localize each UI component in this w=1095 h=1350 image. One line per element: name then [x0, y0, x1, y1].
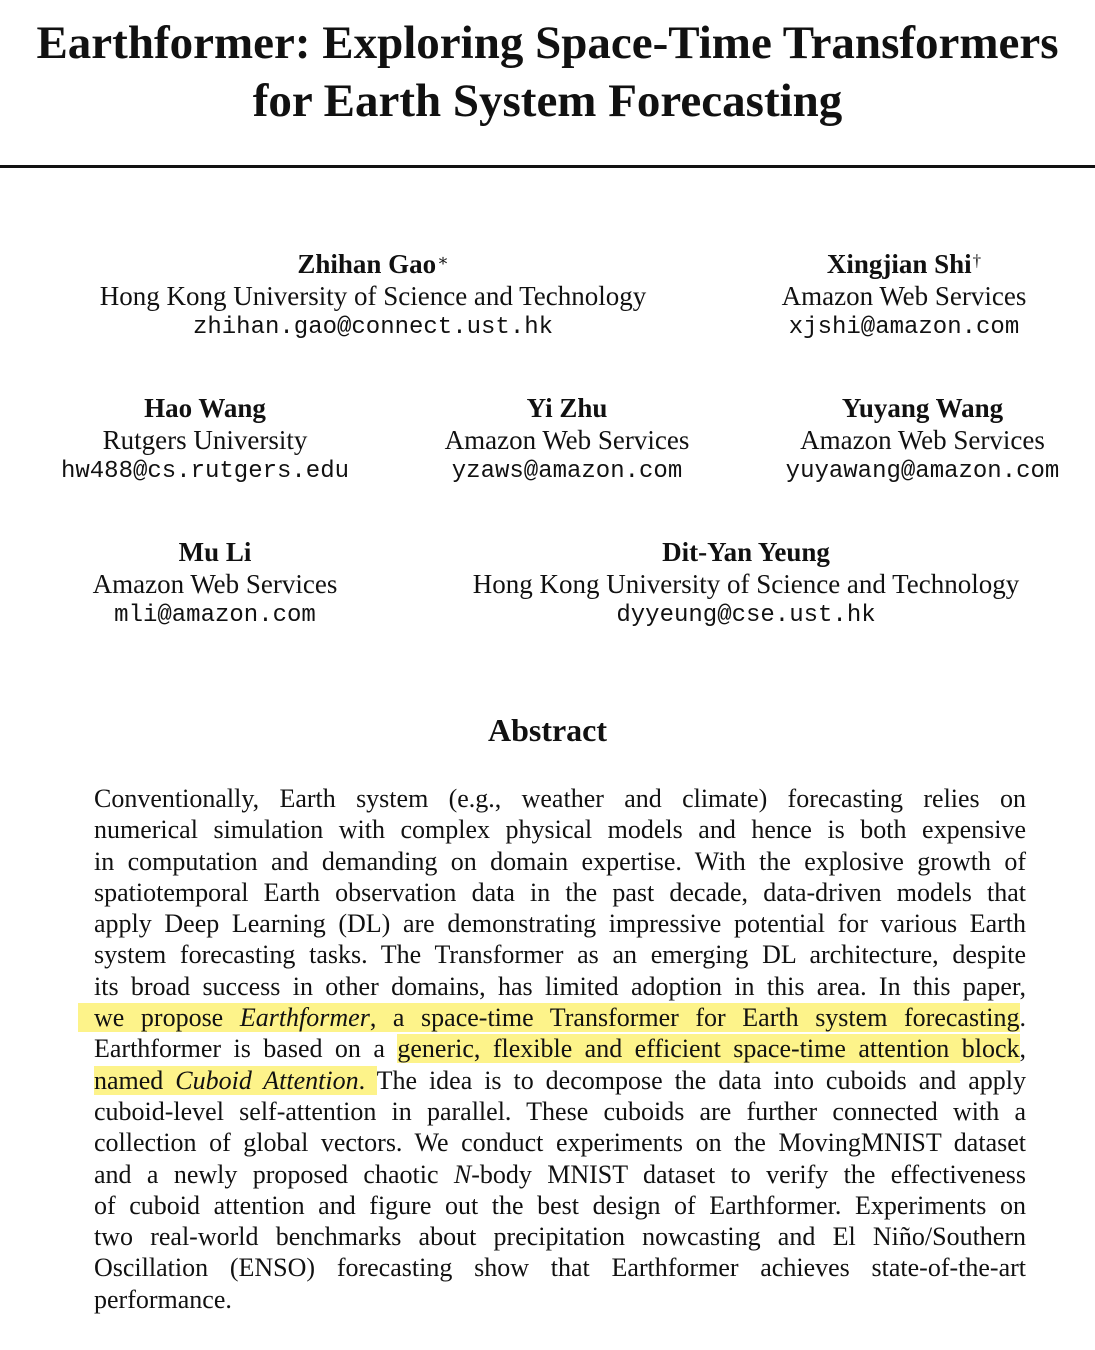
author-block — [773, 248, 1035, 344]
author-affiliation: Rutgers University — [102, 425, 308, 455]
author-footnote-mark: ∗ — [437, 251, 449, 270]
author-block — [775, 392, 1070, 488]
author-affiliation: Amazon Web Services — [92, 569, 338, 599]
abstract-line: cuboid-level self-attention in parallel. These cuboids are further connected with a — [94, 1096, 1026, 1126]
author-block — [84, 248, 662, 344]
author-name: Mu Li — [178, 537, 252, 567]
author-name: Xingjian Shi — [826, 249, 972, 279]
abstract-line: in computation and demanding on domain expertise. With the explosive growth of — [94, 846, 1026, 876]
author-affiliation: Amazon Web Services — [444, 425, 690, 455]
abstract-line: spatiotemporal Earth observation data in the past decade, data-driven models that — [94, 877, 1026, 907]
author-email[interactable]: hw488@cs.rutgers.edu — [60, 458, 350, 485]
abstract-body — [94, 783, 1026, 1315]
abstract-line: Earthformer is based on a generic, flexible and efficient space-time attention block, — [94, 1034, 1027, 1064]
abstract-line: Oscillation (ENSO) forecasting show that Earthformer achieves state-of-the-art — [94, 1253, 1026, 1283]
abstract-line: and a newly proposed chaotic N-body MNIST dataset to verify the effectiveness — [94, 1159, 1026, 1189]
title-line-1: Earthformer: Exploring Space-Time Transformers — [36, 17, 1059, 69]
abstract-line: apply Deep Learning (DL) are demonstrating impressive potential for various Earth — [94, 909, 1026, 939]
abstract-line: collection of global vectors. We conduct experiments on the MovingMNIST dataset — [94, 1128, 1026, 1158]
author-block — [80, 536, 350, 632]
abstract-line: Conventionally, Earth system (e.g., weather and climate) forecasting relies on — [94, 784, 1026, 813]
author-email[interactable]: yuyawang@amazon.com — [785, 458, 1060, 485]
title-rule — [0, 165, 1095, 168]
paper-title — [0, 14, 1095, 130]
author-footnote-mark: † — [972, 251, 982, 270]
author-affiliation: Amazon Web Services — [800, 425, 1045, 455]
author-email[interactable]: mli@amazon.com — [114, 602, 316, 629]
author-name: Yi Zhu — [526, 393, 608, 423]
abstract-line: of cuboid attention and figure out the best design of Earthformer. Experiments on — [94, 1190, 1026, 1220]
author-email[interactable]: zhihan.gao@connect.ust.hk — [192, 314, 554, 341]
author-block — [456, 536, 1036, 632]
abstract-line: its broad success in other domains, has limited adoption in this area. In this paper, — [94, 971, 1026, 1001]
author-affiliation: Hong Kong University of Science and Technology — [99, 281, 647, 311]
author-affiliation: Amazon Web Services — [781, 281, 1027, 311]
title-line-2: for Earth System Forecasting — [252, 75, 843, 127]
author-block — [50, 392, 360, 488]
abstract-line: named Cuboid Attention. The idea is to decompose the data into cuboids and apply — [94, 1065, 1026, 1095]
author-name: Yuyang Wang — [841, 393, 1004, 423]
author-email[interactable]: yzaws@amazon.com — [451, 458, 683, 485]
highlighted-text: generic, flexible and efficient space-time attention block — [397, 1034, 1020, 1064]
author-name: Dit-Yan Yeung — [662, 537, 830, 567]
author-email[interactable]: dyyeung@cse.ust.hk — [616, 602, 876, 629]
author-affiliation: Hong Kong University of Science and Technology — [472, 569, 1020, 599]
abstract-heading: Abstract — [487, 712, 608, 748]
abstract-line: two real-world benchmarks about precipitation nowcasting and El Niño/Southern — [94, 1222, 1026, 1252]
highlighted-text: we propose Earthformer, a space-time Transformer for Earth system forecasting — [78, 1003, 1020, 1032]
author-name: Hao Wang — [144, 393, 266, 423]
abstract-line: numerical simulation with complex physical models and hence is both expensive — [94, 815, 1026, 845]
author-email[interactable]: xjshi@amazon.com — [788, 314, 1020, 341]
author-name: Zhihan Gao — [297, 249, 437, 279]
highlighted-text: named Cuboid Attention. — [94, 1065, 377, 1095]
abstract-line: performance. — [94, 1284, 232, 1314]
abstract-line: system forecasting tasks. The Transformer as an emerging DL architecture, despite — [94, 940, 1026, 970]
author-block — [432, 392, 702, 488]
abstract-line: we propose Earthformer, a space-time Transformer for Earth system forecasting. — [94, 1002, 1026, 1033]
